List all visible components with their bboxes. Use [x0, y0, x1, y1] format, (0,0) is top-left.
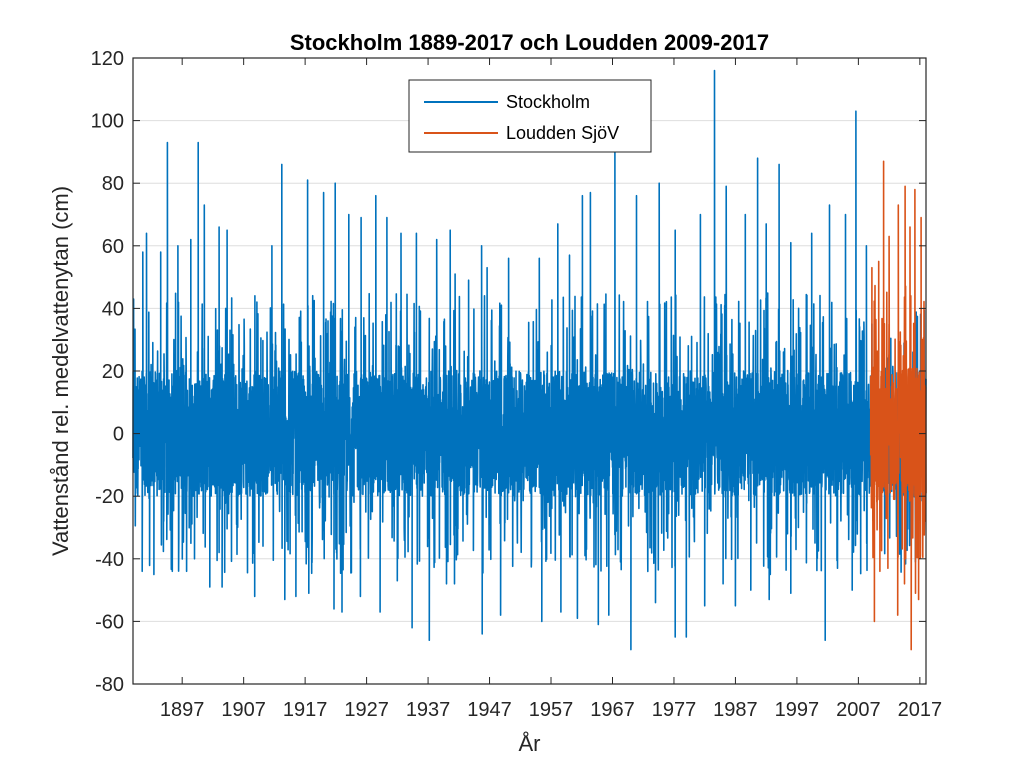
y-tick-label: 80	[101, 173, 124, 196]
y-tick-label: -40	[95, 548, 124, 571]
x-tick-label: 1907	[221, 699, 266, 721]
x-tick-label: 1967	[590, 699, 635, 721]
x-tick-label: 1997	[774, 699, 820, 721]
y-tick-label: 0	[112, 423, 124, 446]
y-tick-label: -80	[95, 674, 124, 696]
y-tick-label: 60	[101, 235, 124, 258]
x-tick-label: 2017	[897, 699, 943, 721]
x-tick-label: 1977	[651, 699, 697, 721]
x-tick-label: 1937	[405, 699, 451, 721]
x-tick-label: 2007	[836, 699, 881, 721]
y-tick-label: -20	[95, 486, 124, 509]
y-tick-label: 100	[90, 110, 124, 133]
y-axis-label: Vattenstånd rel. medelvattenytan (cm)	[48, 185, 73, 557]
legend	[409, 80, 651, 152]
legend-label: Stockholm	[506, 92, 591, 112]
y-tick-label: 120	[90, 48, 124, 70]
x-tick-label: 1947	[467, 699, 512, 721]
x-tick-label: 1987	[713, 699, 758, 721]
x-axis-label: År	[518, 731, 541, 756]
x-tick-label: 1897	[159, 699, 205, 721]
legend-label: Loudden SjöV	[506, 123, 620, 143]
x-tick-label: 1927	[344, 699, 389, 721]
y-tick-label: 40	[101, 298, 124, 321]
x-tick-label: 1917	[282, 699, 328, 721]
y-tick-label: 20	[101, 361, 124, 383]
y-tick-label: -60	[95, 611, 124, 634]
chart-title: Stockholm 1889-2017 och Loudden 2009-2017	[289, 30, 770, 55]
x-tick-label: 1957	[528, 699, 574, 721]
